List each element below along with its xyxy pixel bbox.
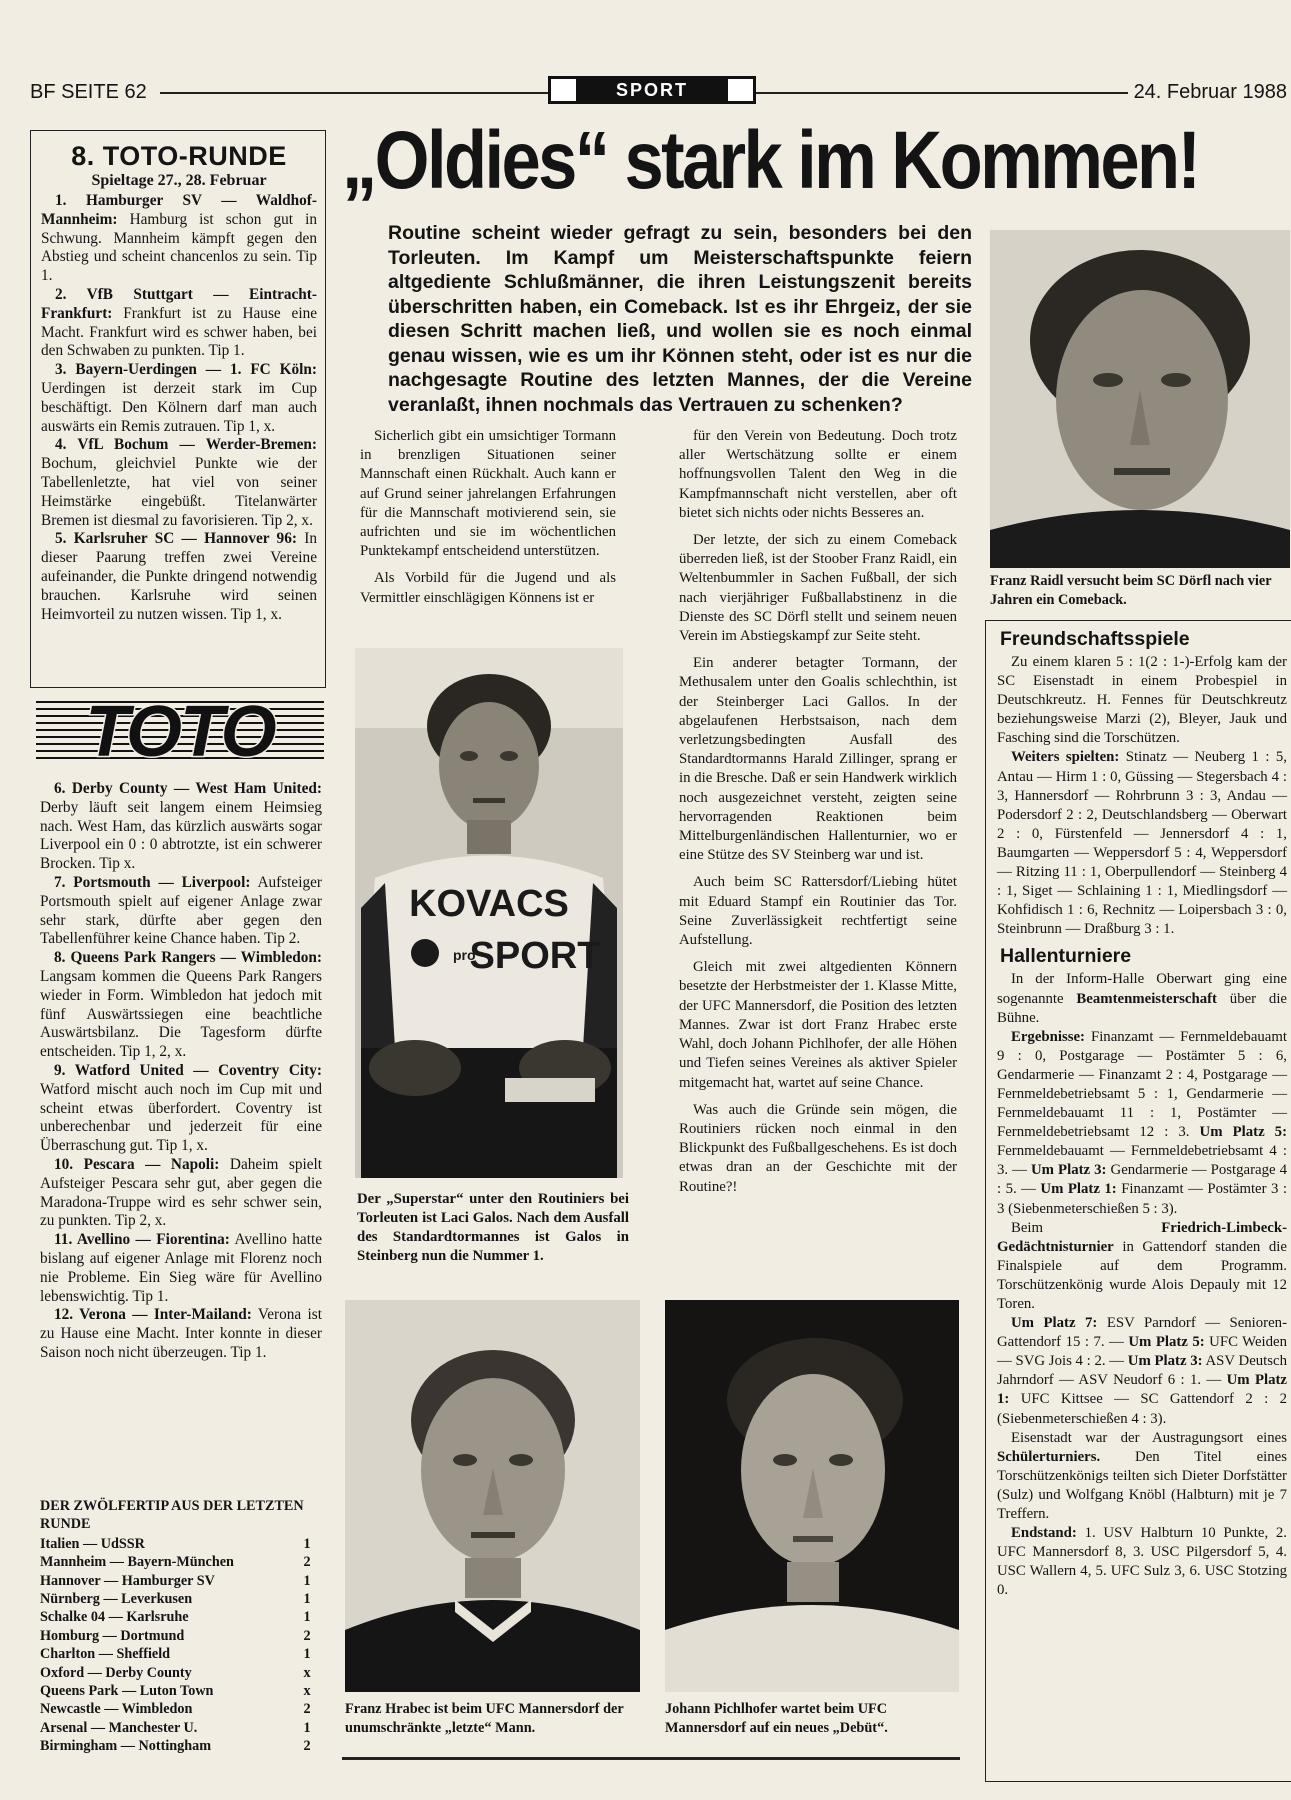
label: Beamtenmeisterschaft — [1076, 990, 1217, 1007]
match-cell: Charlton — Sheffield — [40, 1646, 171, 1663]
toto-round-subtitle: Spieltage 27., 28. Februar — [91, 172, 267, 189]
toto-text: Langsam kommen die Queens Park Rangers wieder in Form. Wimbledon hat jedoch mit fünf Auswärtssiegen eine beachtliche Auswärtsbilanz. Die Tagesform dürfte entscheiden. Tip 1, 2, x. — [40, 967, 322, 1061]
paragraph — [997, 1028, 1287, 1219]
paragraph — [997, 748, 1287, 939]
match-cell: Oxford — Derby County — [40, 1664, 192, 1681]
toto-item — [40, 1156, 322, 1231]
label: Friedrich-Limbeck-Gedächtnisturnier — [997, 1219, 1287, 1255]
match-cell: Schalke 04 — Karlsruhe — [40, 1609, 189, 1626]
match-cell: Hannover — Hamburger SV — [40, 1572, 215, 1589]
paragraph — [997, 1524, 1287, 1600]
text: Stinatz — Neuberg 1 : 5, Antau — Hirm 1 : 0, Güssing — Stegersbach 4 : 3, Hannersdorf — Rohrbrunn 3 : 3, Andau — Podersdorf 2 : 2, Deutschlandsberg — Oberwart 2 : 0, Fürstenfeld — Jennersdorf 4 : 1, Baumgarten — Weppersdorf 5 : 4, Weppersdorf — Ritzing 11 : 1, Oberpullendorf — Steinberg 4 : 1, Siget — Schlaining 1 : 1, Miedlingsdorf — Kohfidisch 1 : 6, Rechnitz — Loipersbach 3 : 0, Steinbrunn — Draßburg 3 : 1. — [997, 749, 1287, 938]
toto-match: 4. VfL Bochum — Werder-Bremen: — [55, 436, 317, 454]
result-cell: x — [303, 1683, 311, 1700]
table-row — [40, 1553, 314, 1571]
toto-match: 7. Portsmouth — Liverpool: — [54, 873, 251, 891]
toto-text: Frankfurt ist zu Hause eine Macht. Frankfurt wird es schwer haben, bei den Schwaben zu punkten. Tip 1. — [41, 304, 318, 360]
toto-match: 5. Karlsruher SC — Hannover 96: — [55, 530, 297, 548]
table-row — [40, 1627, 314, 1645]
match-cell: Birmingham — Nottingham — [40, 1738, 212, 1755]
paragraph: Sicherlich gibt ein umsichtiger Tormann in brenzligen Situationen seiner Mannschaft einen Rückhalt. Auch kann er auf Grund seiner jahrelangen Erfahrungen für die Mannschaft motivierend sein, sie aufrichten und sie im wöchentlichen Punktekampf entscheidend unterstützen. — [360, 428, 616, 560]
text: Fernmeldebauamt — Fernmeldebetriebsamt 4 : 3. — — [997, 1143, 1287, 1179]
text: Finanzamt — Fernmeldebauamt 9 : 0, Postgarage — Postämter 5 : 6, Gendarmerie — Finanzamt 2 : 4, Postgarage — Fernmeldebetriebsamt 5 : 1, Gendarmerie — Fernmeldebauamt 11 : 1, Postämter — Fernmeldebetriebsamt 12 : 3. — [997, 1028, 1287, 1141]
text: Beim — [1011, 1219, 1044, 1236]
section-label — [548, 76, 756, 104]
toto-item — [40, 1062, 322, 1156]
photo-johann-pichlhofer — [665, 1300, 959, 1692]
table-row — [40, 1590, 314, 1608]
paragraph: Der letzte, der sich zu einem Comeback überreden ließ, ist der Stoober Franz Raidl, ein Weltenbummler in Sachen Fußball, der sich nach vierjähriger Fußballabstinenz in die Dienste des SC Dörfl stellt und seinem neuen Verein im Abstiegskampf zur Seite steht. — [679, 532, 957, 645]
toto-text: Avellino hatte bislang auf eigener Anlage mit Florenz noch nie Probleme. Ein Sieg wäre für Avellino lebenswichtig. Tip 1. — [40, 1231, 323, 1305]
toto-match: 8. Queens Park Rangers — Wimbledon: — [54, 949, 322, 967]
paragraph: Was auch die Gründe sein mögen, die Routiniers rücken noch einmal in den Blickpunkt des Fußballgeschehens. Es ist doch etwas dran an der Geschichte mit der Routine?! — [679, 1101, 957, 1195]
toto-round-title: 8. TOTO-RUNDE — [71, 141, 287, 171]
toto-match: 3. Bayern-Uerdingen — 1. FC Köln: — [55, 361, 317, 379]
section-label-text: SPORT — [576, 79, 728, 102]
toto-item — [41, 361, 317, 436]
toto-item — [40, 780, 322, 874]
jersey-line1: KOVACS — [409, 883, 569, 925]
text: UFC Weiden — SVG Jois 4 : 2. — — [997, 1334, 1287, 1370]
bottom-rule — [342, 1757, 960, 1760]
result-cell: 1 — [303, 1572, 311, 1589]
paragraph: Gleich mit zwei altgedienten Könnern besetzte der Herbstmeister der 1. Klasse Mitte, der UFC Mannersdorf, die Position des letzten Mannes. Zwar ist dort Franz Hrabec erste Wahl, doch Johann Pichlhofer, der alle Höhen und Tiefen seines Vereines als aktiver Spieler mitgemacht hat, wartet auf seine Chance. — [679, 959, 957, 1091]
table-row — [40, 1645, 314, 1663]
toto-item — [40, 1231, 322, 1306]
article-column-2 — [679, 427, 957, 1205]
table-row — [40, 1682, 314, 1700]
result-cell: 2 — [303, 1627, 311, 1644]
caption-raidl: Franz Raidl versucht beim SC Dörfl nach vier Jahren ein Comeback. — [990, 573, 1272, 608]
article-column-1 — [360, 427, 616, 616]
result-cell: 1 — [303, 1719, 311, 1736]
result-cell: 2 — [303, 1738, 311, 1755]
toto-text: Uerdingen ist derzeit stark im Cup beschäftigt. Den Kölnern darf man auch auswärts ein Remis zutrauen. Tip 1, x. — [41, 379, 317, 435]
label: Schülerturniers. — [997, 1448, 1101, 1465]
text: Finanzamt — Postämter 3 : 3 (Siebenmeterschießen 5 : 3). — [997, 1181, 1287, 1217]
paragraph: Zu einem klaren 5 : 1(2 : 1-)-Erfolg kam der SC Eisenstadt in einem Probespiel in Deutschkreutz. H. Fennes für Deutschkreutz beziehungsweise Marzi (2), Bleyer, Jauk und Fasching sind die Torschützen. — [997, 654, 1287, 747]
match-cell: Italien — UdSSR — [40, 1535, 145, 1552]
toto-item — [41, 530, 317, 624]
text: Den Titel eines Torschützenkönigs teilten sich Dieter Dorfstätter (Sulz) und Wolfgang Knöbl (Halbturn) mit je 7 Treffern. — [997, 1448, 1287, 1523]
table-row — [40, 1535, 314, 1553]
toto-text: Hamburg ist schon gut in Schwung. Mannheim kämpft gegen den Abstieg und scheint chancenlos zu sein. Tip 1. — [41, 210, 317, 285]
issue-date: 24. Februar 1988 — [1128, 81, 1287, 104]
text: ESV Parndorf — Senioren-Gattendorf 15 : 7. — — [997, 1315, 1288, 1351]
caption-galos: Der „Superstar“ unter den Routiniers bei Torleuten ist Laci Galos. Nach dem Ausfall des Standardtormannes ist Galos in Steinberg nun die Nummer 1. — [357, 1191, 629, 1264]
match-cell: Mannheim — Bayern-München — [40, 1554, 234, 1571]
zwoelfertip-title: DER ZWÖLFERTIP AUS DER LETZTEN RUNDE — [40, 1498, 304, 1533]
text: UFC Kittsee — SC Gattendorf 2 : 2 (Siebenmeterschießen 4 : 3). — [997, 1391, 1287, 1427]
toto-item — [41, 436, 317, 530]
toto-text: Daheim spielt Aufsteiger Pescara sehr gut, aber gegen die Maradona-Truppe wird es sehr schwer sein, zu punkten. Tip 2, x. — [40, 1155, 323, 1230]
match-cell: Newcastle — Wimbledon — [40, 1701, 193, 1718]
toto-text: Verona ist zu Hause eine Macht. Inter konnte in dieser Saison noch nicht überzeugen. Tip 1. — [40, 1306, 322, 1361]
label: Um Platz 3: — [1127, 1353, 1203, 1370]
toto-item — [40, 874, 322, 949]
toto-item — [40, 1306, 322, 1362]
text: Gendarmerie — Postgarage 4 : 5. — — [997, 1162, 1288, 1198]
toto-list — [40, 780, 322, 1363]
paragraph: Auch beim SC Rattersdorf/Liebing hütet mit Eduard Stampf ein Routinier das Tor. Seine Zuverlässigkeit rechtfertigt seine Aufstellung. — [679, 874, 957, 949]
result-cell: 1 — [303, 1609, 311, 1626]
toto-match: 1. Hamburger SV — Waldhof-Mannheim: — [41, 192, 317, 228]
caption-pichlhofer: Johann Pichlhofer wartet beim UFC Mannersdorf auf ein neues „Debüt“. — [665, 1701, 888, 1736]
table-row — [40, 1700, 314, 1718]
caption-hrabec: Franz Hrabec ist beim UFC Mannersdorf der unumschränkte „letzte“ Mann. — [345, 1701, 624, 1736]
heading-hallenturniere: Hallenturniere — [1000, 945, 1132, 968]
paragraph: Ein anderer betagter Tormann, der Methusalem unter den Goalis schlechthin, ist der Steinberger Laci Gallos. In der abgelaufenen Herbstsaison, nach dem verletzungsbedingten Ausfall des Standardtormanns Harald Zillinger, sprang er in die Bresche. Daß er sein Handwerk wirklich noch ausgezeichnet versteht, zeigten seine hervorragenden Reaktionen beim Mittelburgenländischen Hallenturnier, wo er eine Stütze des SV Steinberg war und ist. — [679, 655, 957, 864]
paragraph — [997, 1429, 1287, 1524]
toto-match: 12. Verona — Inter-Mailand: — [54, 1306, 252, 1324]
toto-item — [40, 949, 322, 1062]
paragraph — [997, 1314, 1287, 1429]
photo-laci-galos — [355, 648, 623, 1178]
label: Um Platz 1: — [1040, 1181, 1117, 1198]
jersey-logo: pro — [453, 947, 476, 963]
toto-text: Derby läuft seit langem einem Heimsieg nach. West Ham, das kürzlich auswärts sogar Liverpool ein 0 : 0 abtrotzte, ist ein schwerer Brocken. Tip x. — [40, 798, 322, 873]
match-cell: Queens Park — Luton Town — [40, 1683, 214, 1700]
result-cell: 2 — [303, 1701, 311, 1718]
toto-logo-text: TOTO — [85, 696, 275, 764]
text: Eisenstadt war der Austragungsort eines — [1011, 1429, 1287, 1446]
lead-paragraph: Routine scheint wieder gefragt zu sein, besonders bei den Torleuten. Im Kampf um Meisterschaftspunkte feiern altgediente Schlußmänner, die ihren Leistungszenit bereits überschritten haben, ein Comeback. Ist es ihr Ehrgeiz, der sie diesen Schritt machen ließ, und wollen sie es noch einmal genau wissen, wie es um ihr Können steht, oder ist es nur die nachgesagte Routine des letzten Mannes, der die Vereine veranlaßt, ihnen nochmals das Vertrauen zu schenken? — [388, 222, 972, 416]
sidebar-results — [997, 628, 1287, 1601]
match-cell: Nürnberg — Leverkusen — [40, 1591, 193, 1608]
table-row — [40, 1608, 314, 1626]
toto-match: 9. Watford United — Coventry City: — [54, 1061, 322, 1079]
toto-text: Watford mischt auch noch im Cup mit und scheint etwas überfordert. Coventry ist unberechenbar und jederzeit für eine Überraschung gut. Tip 1, x. — [40, 1080, 322, 1155]
label: Um Platz 1: — [997, 1372, 1287, 1408]
result-cell: 1 — [303, 1591, 311, 1608]
result-cell: 2 — [303, 1554, 311, 1571]
text: ASV Deutsch Jahrndorf — ASV Neudorf 6 : 1. — — [997, 1353, 1287, 1389]
photo-franz-hrabec — [345, 1300, 640, 1692]
toto-logo — [36, 696, 324, 764]
toto-text: In dieser Paarung treffen zwei Vereine aufeinander, die Punkte dringend notwendig brauchen. Karlsruhe wird seinen Heimvorteil zu nutzen wissen. Tip 1, x. — [41, 530, 317, 623]
table-row — [40, 1664, 314, 1682]
toto-text: Bochum, gleichviel Punkte wie der Tabellenletzte, hat viel von seiner Heimstärke eingebüßt. Titelanwärter Bremen ist diesmal zu favorisieren. Tip 2, x. — [41, 455, 317, 529]
text: in Gattendorf standen die Finalspiele auf dem Programm. Torschützenkönig wurde Alois Depauly mit 12 Toren. — [997, 1238, 1287, 1312]
label: Um Platz 7: — [1011, 1315, 1098, 1332]
toto-item — [41, 286, 317, 361]
match-cell: Arsenal — Manchester U. — [40, 1719, 198, 1736]
toto-match: 11. Avellino — Fiorentina: — [54, 1231, 230, 1249]
paragraph — [997, 1219, 1287, 1314]
jersey-line2: SPORT — [469, 935, 601, 977]
paragraph: für den Verein von Bedeutung. Doch trotz aller Wertschätzung sollte er einem hoffnungsvollen Talent den Weg in die Kampfmannschaft nicht verstellen, aber oft bietet sich nichts oder nichts Besseres an. — [679, 428, 957, 521]
result-cell: x — [303, 1664, 311, 1681]
paragraph — [997, 970, 1287, 1027]
result-cell: 1 — [303, 1646, 311, 1663]
toto-item — [41, 192, 317, 286]
text: 1. USV Halbturn 10 Punkte, 2. UFC Mannersdorf 8, 3. USC Pilgersdorf 5, 4. USC Wallern 4, 5. UFC Sulz 3, 6. USC Stotzing 0. — [997, 1525, 1287, 1599]
label: Weiters spielten: — [1011, 749, 1120, 766]
zwoelfertip-table — [40, 1497, 314, 1756]
toto-match: 6. Derby County — West Ham United: — [54, 780, 322, 797]
toto-match: 10. Pescara — Napoli: — [54, 1155, 220, 1173]
text: In der Inform-Halle Oberwart ging eine sogenannte — [997, 971, 1287, 1007]
toto-text: Aufsteiger Portsmouth spielt auf eigener Anlage zwar sehr stark, dürfte aber gegen den Tabellenführer keine Chance haben. Tip 2. — [40, 873, 323, 948]
label: Ergebnisse: — [1011, 1028, 1085, 1045]
table-row — [40, 1719, 314, 1737]
toto-match: 2. VfB Stuttgart — Eintracht-Frankfurt: — [41, 285, 317, 322]
table-row — [40, 1737, 314, 1755]
heading-freundschaftsspiele: Freundschaftsspiele — [1000, 628, 1190, 650]
label: Endstand: — [1011, 1525, 1077, 1542]
page-number: BF SEITE 62 — [30, 81, 147, 103]
result-cell: 1 — [303, 1535, 311, 1552]
label: Um Platz 5: — [1199, 1124, 1288, 1141]
match-cell: Homburg — Dortmund — [40, 1627, 185, 1644]
headline: „Oldies“ stark im Kommen! — [342, 115, 1199, 206]
label: Um Platz 3: — [1031, 1162, 1107, 1179]
photo-franz-raidl — [990, 230, 1290, 568]
text: über die Bühne. — [997, 990, 1288, 1026]
toto-round-box — [30, 130, 326, 688]
paragraph: Als Vorbild für die Jugend und als Vermittler einschlägigen Könnens ist er — [360, 570, 616, 606]
label: Um Platz 5: — [1128, 1334, 1205, 1351]
table-row — [40, 1572, 314, 1590]
